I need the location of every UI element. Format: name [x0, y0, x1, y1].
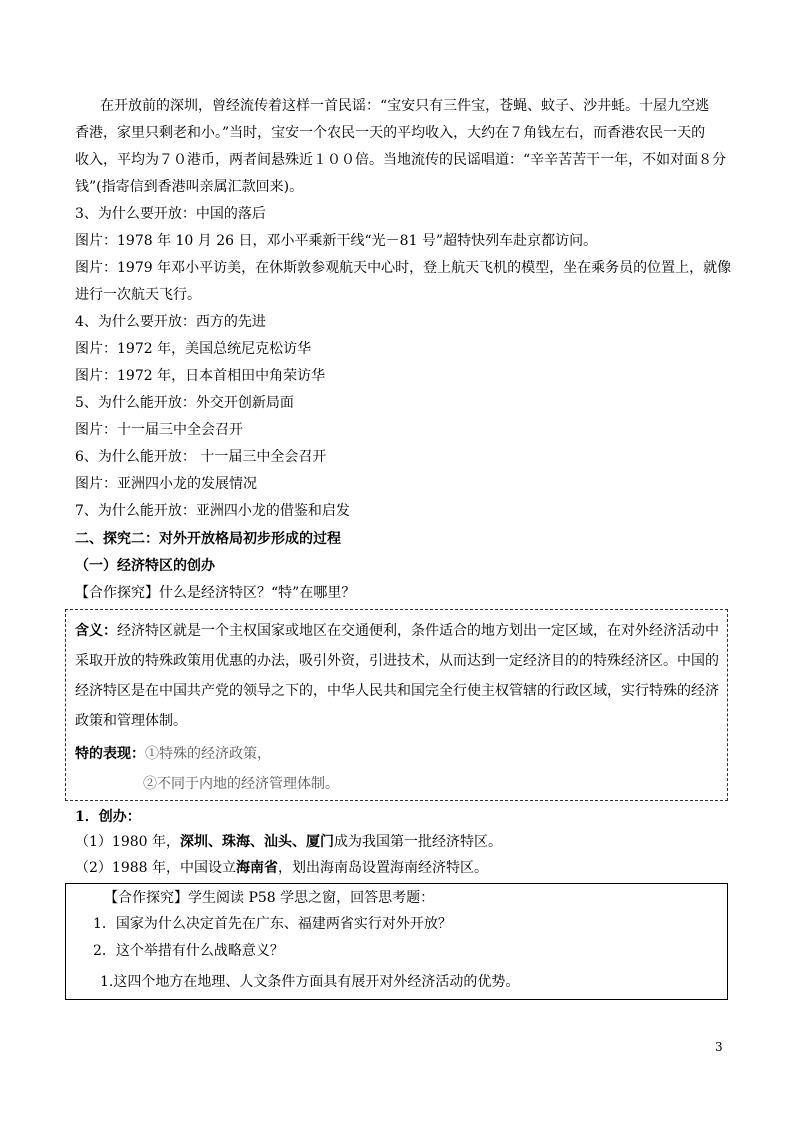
definition-line-1: 含义：经济特区就是一个主权国家或地区在交通便利，条件适合的地方划出一定区域，在对外经济活动中 [75, 623, 719, 639]
founding-heading: 1．创办： [75, 809, 141, 825]
definition-label: 含义： [75, 623, 117, 639]
subsection-heading: （一）经济特区的创办 [75, 558, 215, 574]
founding-item-1: （1）1980 年，深圳、珠海、汕头、厦门成为我国第一批经济特区。 [75, 834, 502, 850]
list-item: 7、为什么能开放：亚洲四小龙的借鉴和启发 [75, 503, 350, 519]
definition-line-2: 采取开放的特殊政策用优惠的办法，吸引外资，引进技术，从而达到一定经济目的的特殊经济区。中国的 [75, 653, 719, 669]
list-item: 进行一次航天飞行。 [75, 287, 201, 303]
feature-line-1: 特的表现：①特殊的经济政策， [75, 746, 271, 762]
intro-line-3: 收入，平均为７０港币，两者间悬殊近１００倍。当地流传的民谣唱道：“辛辛苦苦干一年，不如对面８分 [75, 152, 727, 168]
coop-box-title: 【合作探究】学生阅读 P58 学思之窗，回答思考题： [104, 890, 435, 906]
founding-item-2: （2）1988 年，中国设立海南省，划出海南岛设置海南经济特区。 [75, 860, 488, 876]
coop-box-answer-1: 1.这四个地方在地理、人文条件方面具有展开对外经济活动的优势。 [100, 974, 520, 990]
intro-line-4: 钱”(指寄信到香港叫亲属汇款回来)。 [75, 179, 304, 195]
intro-line-1: 在开放前的深圳，曾经流传着这样一首民谣：“宝安只有三件宝，苍蝇、蚊子、沙井蚝。十屋九空逃 [100, 98, 710, 114]
section-heading: 二、探究二：对外开放格局初步形成的过程 [75, 531, 341, 547]
coop-box-question-1: 1．国家为什么决定首先在广东、福建两省实行对外开放？ [93, 916, 452, 932]
list-item: 3、为什么要开放：中国的落后 [75, 206, 266, 222]
list-item: 图片：1979 年邓小平访美，在休斯敦参观航天中心时，登上航天飞机的模型，坐在乘务员的位置上，就像 [75, 260, 732, 276]
list-item: 5、为什么能开放：外交开创新局面 [75, 395, 294, 411]
list-item: 图片：亚洲四小龙的发展情况 [75, 476, 257, 492]
intro-line-2: 香港，家里只剩老和小。”当时，宝安一个农民一天的平均收入，大约在７角钱左右，而香港农民一天的 [75, 125, 706, 141]
definition-line-4: 政策和管理体制。 [75, 713, 187, 729]
page-number: 3 [715, 1040, 723, 1054]
list-item: 图片：1972 年，美国总统尼克松访华 [75, 341, 312, 357]
list-item: 图片：1972 年，日本首相田中角荣访华 [75, 368, 326, 384]
list-item: 6、为什么能开放： 十一届三中全会召开 [75, 449, 327, 465]
definition-line-3: 经济特区是在中国共产党的领导之下的，中华人民共和国完全行使主权管辖的行政区域，实行特殊的经济 [75, 683, 719, 699]
feature-line-2: ②不同于内地的经济管理体制。 [143, 776, 339, 792]
list-item: 4、为什么要开放：西方的先进 [75, 314, 266, 330]
coop-question: 【合作探究】什么是经济特区？“特”在哪里？ [75, 585, 356, 601]
coop-box-question-2: 2．这个举措有什么战略意义？ [93, 943, 284, 959]
list-item: 图片：1978 年 10 月 26 日，邓小平乘新干线“光－81 号”超特快列车赴京都访问。 [75, 233, 598, 249]
feature-label: 特的表现： [75, 746, 145, 762]
list-item: 图片：十一届三中全会召开 [75, 422, 243, 438]
